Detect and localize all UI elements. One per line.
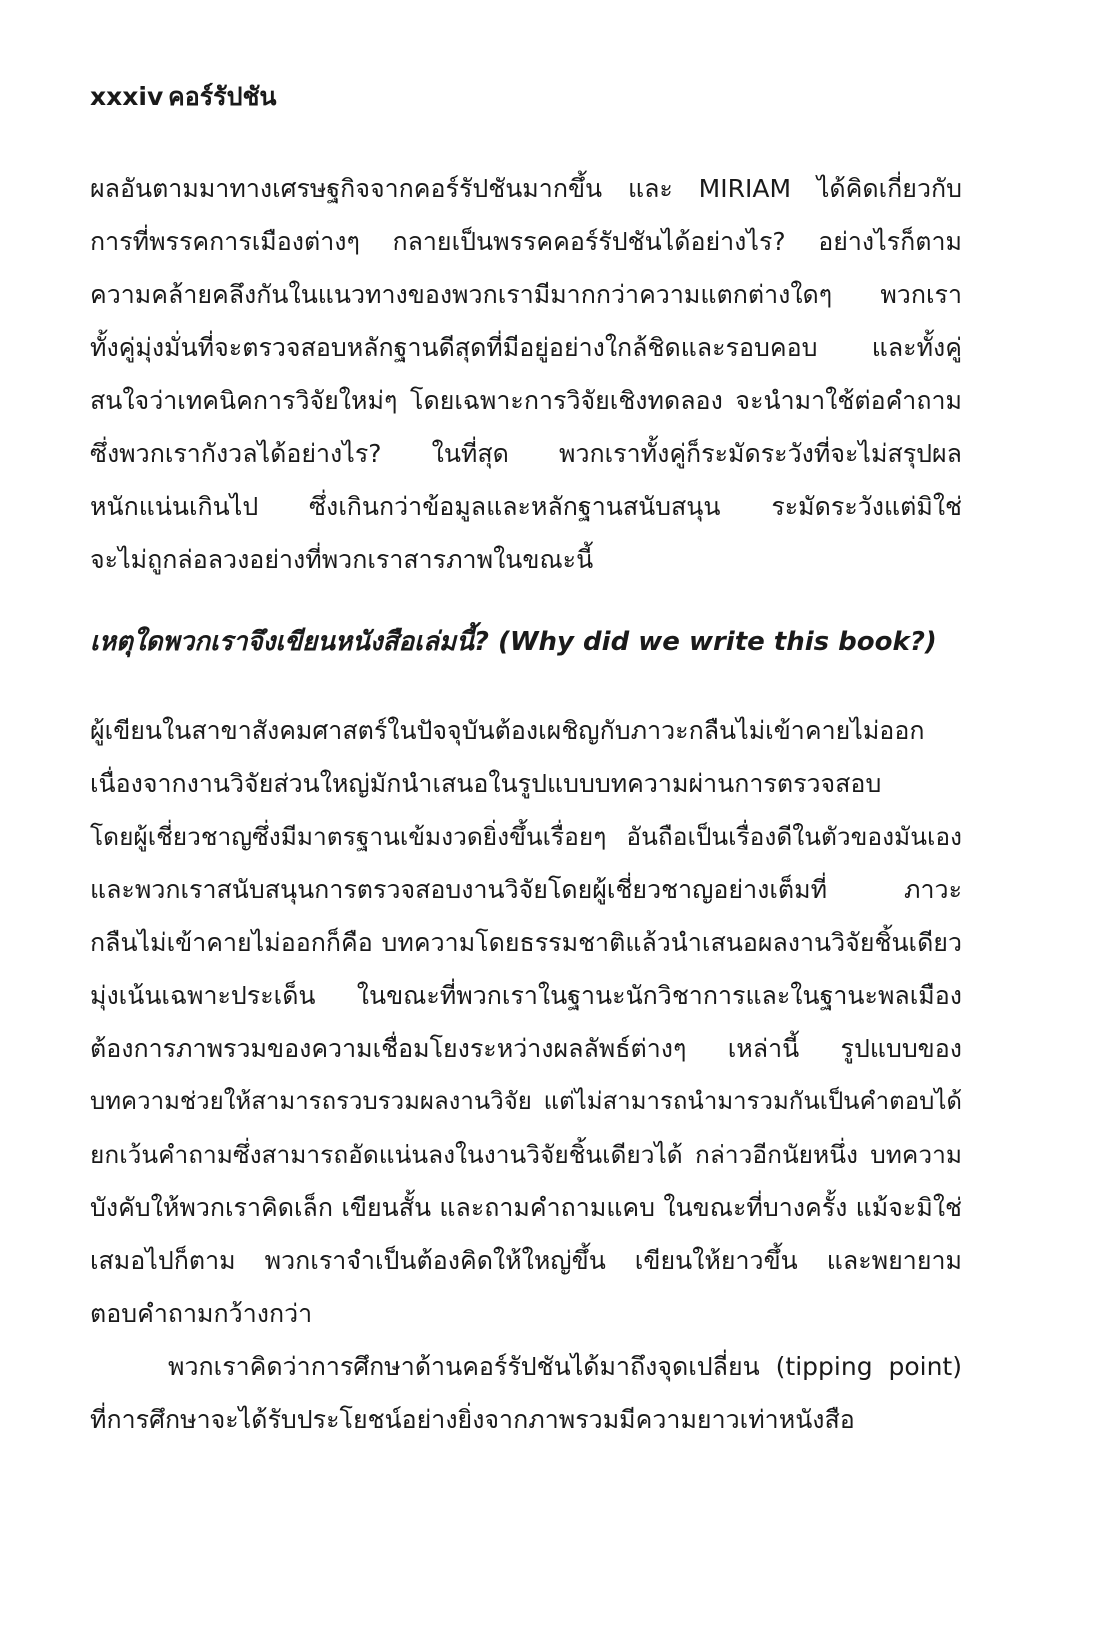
text-line: โดยผู้เชี่ยวชาญซึ่งมีมาตรฐานเข้มงวดยิ่งขึ้นเรื่อยๆ อันถือเป็นเรื่องดีในตัวของมันเอง	[90, 822, 962, 851]
running-title: คอร์รัปชัน	[168, 82, 277, 111]
section-heading: เหตุใดพวกเราจึงเขียนหนังสือเล่มนี้? (Why did we write this book?)	[90, 627, 937, 657]
text-line: เนื่องจากงานวิจัยส่วนใหญ่มักนำเสนอในรูปแบบบทความผ่านการตรวจสอบ	[90, 769, 882, 798]
text-line-indented: พวกเราคิดว่าการศึกษาด้านคอร์รัปชันได้มาถึงจุดเปลี่ยน (tipping point)	[168, 1352, 962, 1381]
text-line: สนใจว่าเทคนิคการวิจัยใหม่ๆ โดยเฉพาะการวิจัยเชิงทดลอง จะนำมาใช้ต่อคำถาม	[90, 386, 962, 415]
text-line: เสมอไปก็ตาม พวกเราจำเป็นต้องคิดให้ใหญ่ขึ้น เขียนให้ยาวขึ้น และพยายาม	[90, 1246, 962, 1275]
text-line: มุ่งเน้นเฉพาะประเด็น ในขณะที่พวกเราในฐานะนักวิชาการและในฐานะพลเมือง	[90, 981, 962, 1010]
text-line: หนักแน่นเกินไป ซึ่งเกินกว่าข้อมูลและหลักฐานสนับสนุน ระมัดระวังแต่มิใช่	[90, 492, 962, 521]
paragraph-body	[90, 704, 962, 1446]
text-line: ผลอันตามมาทางเศรษฐกิจจากคอร์รัปชันมากขึ้น และ MIRIAM ได้คิดเกี่ยวกับ	[90, 174, 962, 203]
text-line: กลืนไม่เข้าคายไม่ออกก็คือ บทความโดยธรรมชาติแล้วนำเสนอผลงานวิจัยชิ้นเดียว	[90, 928, 962, 957]
text-line: ทั้งคู่มุ่งมั่นที่จะตรวจสอบหลักฐานดีสุดที่มีอยู่อย่างใกล้ชิดและรอบคอบ และทั้งคู่	[90, 333, 962, 362]
page-number: xxxiv	[90, 82, 164, 111]
text-line: บังคับให้พวกเราคิดเล็ก เขียนสั้น และถามคำถามแคบ ในขณะที่บางครั้ง แม้จะมิใช่	[90, 1193, 962, 1222]
running-header	[90, 82, 277, 112]
text-line: บทความช่วยให้สามารถรวบรวมผลงานวิจัย แต่ไม่สามารถนำมารวมกันเป็นคำตอบได้	[90, 1087, 962, 1115]
paragraph-intro-continued	[90, 162, 962, 586]
text-line: ตอบคำถามกว้างกว่า	[90, 1299, 313, 1328]
text-line: การที่พรรคการเมืองต่างๆ กลายเป็นพรรคคอร์รัปชันได้อย่างไร? อย่างไรก็ตาม	[90, 227, 962, 256]
text-line: ยกเว้นคำถามซึ่งสามารถอัดแน่นลงในงานวิจัยชิ้นเดียวได้ กล่าวอีกนัยหนึ่ง บทความ	[90, 1140, 962, 1169]
text-line: จะไม่ถูกล่อลวงอย่างที่พวกเราสารภาพในขณะนี้	[90, 545, 594, 574]
text-line: ผู้เขียนในสาขาสังคมศาสตร์ในปัจจุบันต้องเผชิญกับภาวะกลืนไม่เข้าคายไม่ออก	[90, 716, 925, 745]
text-line: ซึ่งพวกเรากังวลได้อย่างไร? ในที่สุด พวกเราทั้งคู่ก็ระมัดระวังที่จะไม่สรุปผล	[90, 439, 962, 468]
text-line: ที่การศึกษาจะได้รับประโยชน์อย่างยิ่งจากภาพรวมมีความยาวเท่าหนังสือ	[90, 1405, 855, 1434]
text-line: ความคล้ายคลึงกันในแนวทางของพวกเรามีมากกว่าความแตกต่างใดๆ พวกเรา	[90, 280, 962, 309]
text-line: ต้องการภาพรวมของความเชื่อมโยงระหว่างผลลัพธ์ต่างๆ เหล่านี้ รูปแบบของ	[90, 1034, 962, 1063]
text-line: และพวกเราสนับสนุนการตรวจสอบงานวิจัยโดยผู้เชี่ยวชาญอย่างเต็มที่ ภาวะ	[90, 875, 962, 904]
